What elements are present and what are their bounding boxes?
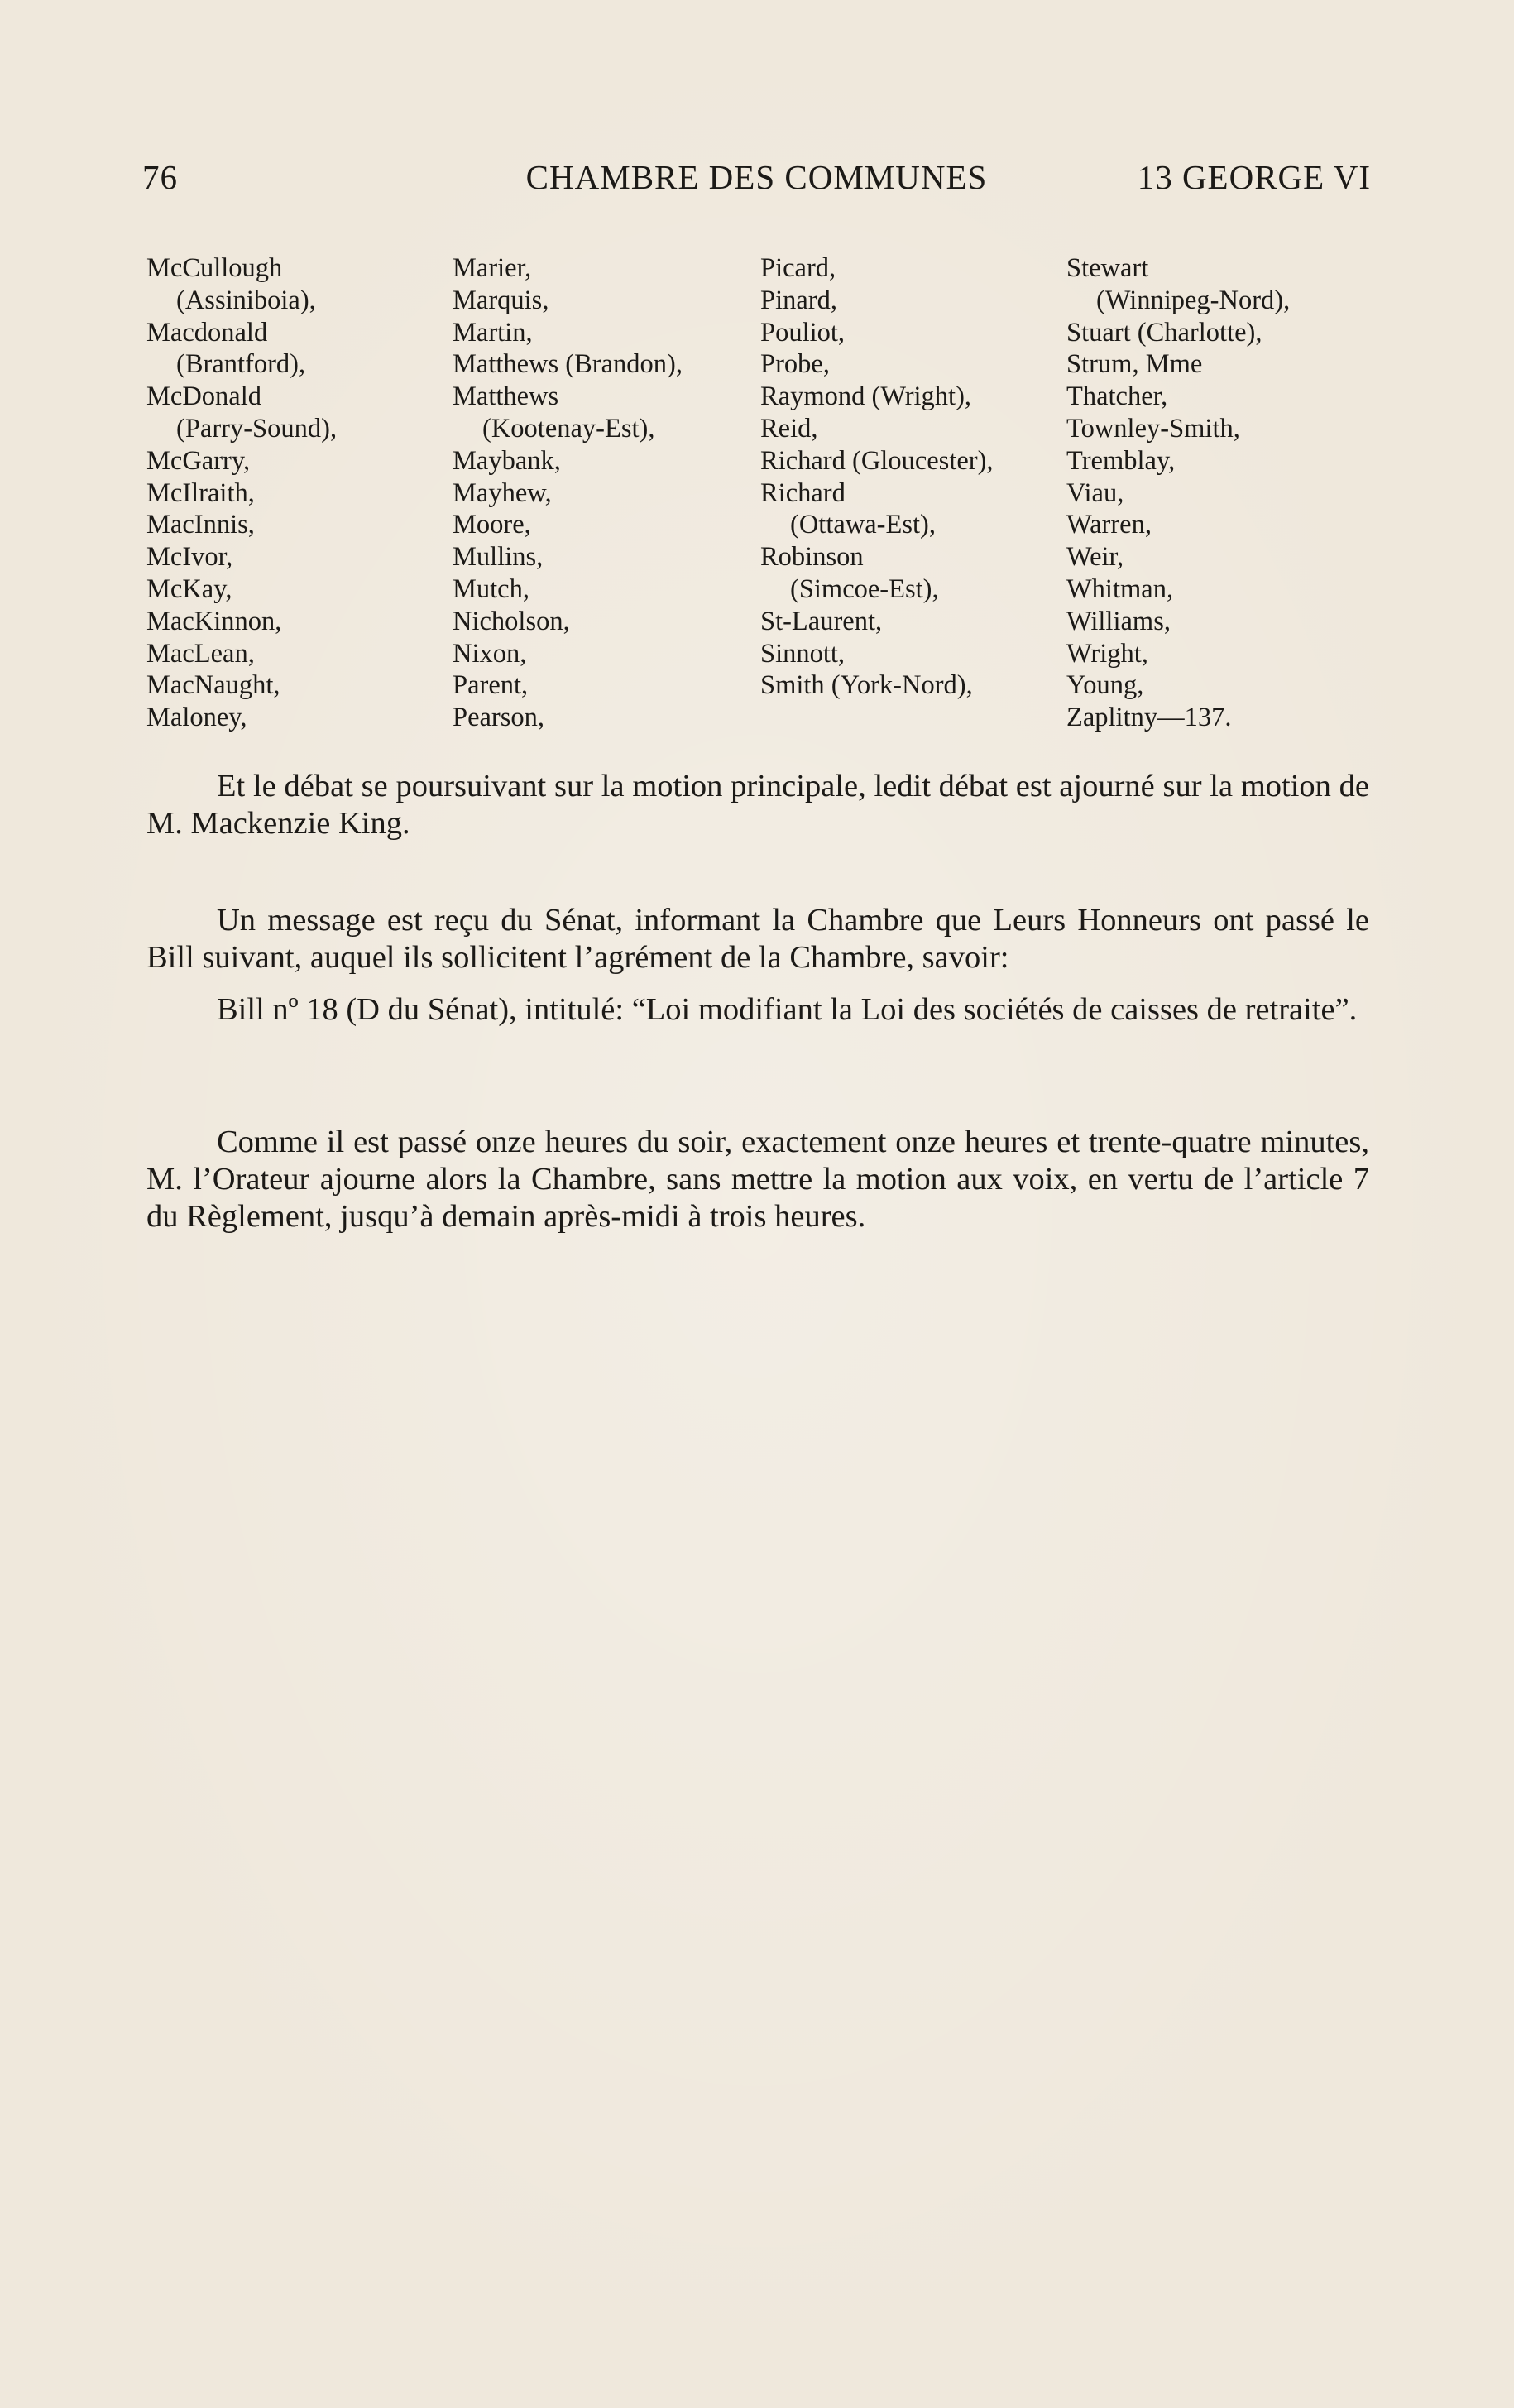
names-column-2 [453,252,760,734]
name-entry: Stuart (Charlotte), [1066,317,1262,348]
debate-paragraph: Et le débat se poursuivant sur la motion principale, ledit débat est ajourné sur la motion de M. Mackenzie King. [146,769,1369,841]
name-entry: Weir, [1066,542,1124,573]
names-column-4 [1066,252,1371,734]
name-entry: Whitman, [1066,573,1174,604]
name-entry: Matthews (Brandon), [453,349,683,380]
name-entry: Richard [760,477,846,508]
name-entry: Viau, [1066,477,1124,508]
name-entry: Robinson [760,542,864,573]
name-entry: (Parry-Sound), [176,413,338,444]
name-entry: MacNaught, [146,670,280,701]
name-entry: Pouliot, [760,317,846,348]
name-entry: Tremblay, [1066,445,1176,476]
name-entry: Marquis, [453,285,549,315]
name-entry: Pearson, [453,703,545,733]
name-entry: Mullins, [453,542,544,573]
name-entry: Stewart [1066,253,1149,283]
name-entry: Picard, [760,253,836,283]
name-entry: Martin, [453,317,533,348]
name-entry: Moore, [453,510,531,540]
page-number: 76 [142,158,178,196]
name-entry: Maybank, [453,445,561,476]
name-entry: Williams, [1066,606,1171,636]
name-entry: Smith (York-Nord), [760,670,973,701]
name-entry: Wright, [1066,638,1148,669]
name-entry: Warren, [1066,510,1152,540]
name-entry: MacInnis, [146,510,255,540]
senate-message-paragraph: Un message est reçu du Sénat, informant la Chambre que Leurs Honneurs ont passé le Bill suivant, auquel ils sollicitent l’agrément de la Chambre, savoir: [146,903,1369,975]
name-entry: Parent, [453,670,529,701]
name-entry: (Kootenay-Est), [482,413,655,444]
name-entry: Strum, Mme [1066,349,1203,380]
adjournment-paragraph: Comme il est passé onze heures du soir, exactement onze heures et trente-quatre minutes, M. l’Orateur ajourne alors la Chambre, sans mettre la motion aux voix, en vertu de l’article 7 du Règlement, jusqu’à demain après-midi à trois heures. [146,1125,1369,1234]
regnal-year: 13 GEORGE VI [1137,158,1371,196]
name-entry: Mayhew, [453,477,552,508]
name-entry: Maloney, [146,703,247,733]
vote-names-list [146,252,1371,734]
name-entry: (Assiniboia), [176,285,316,315]
name-entry: (Ottawa-Est), [790,510,936,540]
name-entry: Marier, [453,253,532,283]
running-title: CHAMBRE DES COMMUNES [525,158,988,196]
name-entry: Richard (Gloucester), [760,445,994,476]
name-entry: Raymond (Wright), [760,381,972,412]
name-entry: McKay, [146,573,232,604]
name-entry: Sinnott, [760,638,846,669]
names-column-1 [146,252,453,734]
name-entry: Macdonald [146,317,268,348]
name-entry: McIlraith, [146,477,255,508]
name-entry: Reid, [760,413,818,444]
name-entry: (Winnipeg-Nord), [1096,285,1291,315]
page-header [142,157,1371,207]
name-entry: (Simcoe-Est), [790,573,939,604]
name-entry: Nicholson, [453,606,570,636]
name-entry: Matthews [453,381,559,412]
name-entry: Townley-Smith, [1066,413,1240,444]
name-entry: Probe, [760,349,830,380]
name-entry: Young, [1066,670,1144,701]
name-entry: (Brantford), [176,349,306,380]
name-entry: Thatcher, [1066,381,1168,412]
name-entry: MacLean, [146,638,255,669]
name-entry: McGarry, [146,445,251,476]
name-entry: Pinard, [760,285,837,315]
names-column-3 [760,252,1066,734]
bill-paragraph: Bill nº 18 (D du Sénat), intitulé: “Loi modifiant la Loi des sociétés de caisses de retraite”. [217,992,1358,1027]
name-entry: Zaplitny—137. [1066,703,1232,733]
name-entry: Nixon, [453,638,527,669]
name-entry: McDonald [146,381,261,412]
name-entry: MacKinnon, [146,606,282,636]
name-entry: St-Laurent, [760,606,883,636]
name-entry: McCullough [146,253,283,283]
name-entry: McIvor, [146,542,233,573]
name-entry: Mutch, [453,573,529,604]
